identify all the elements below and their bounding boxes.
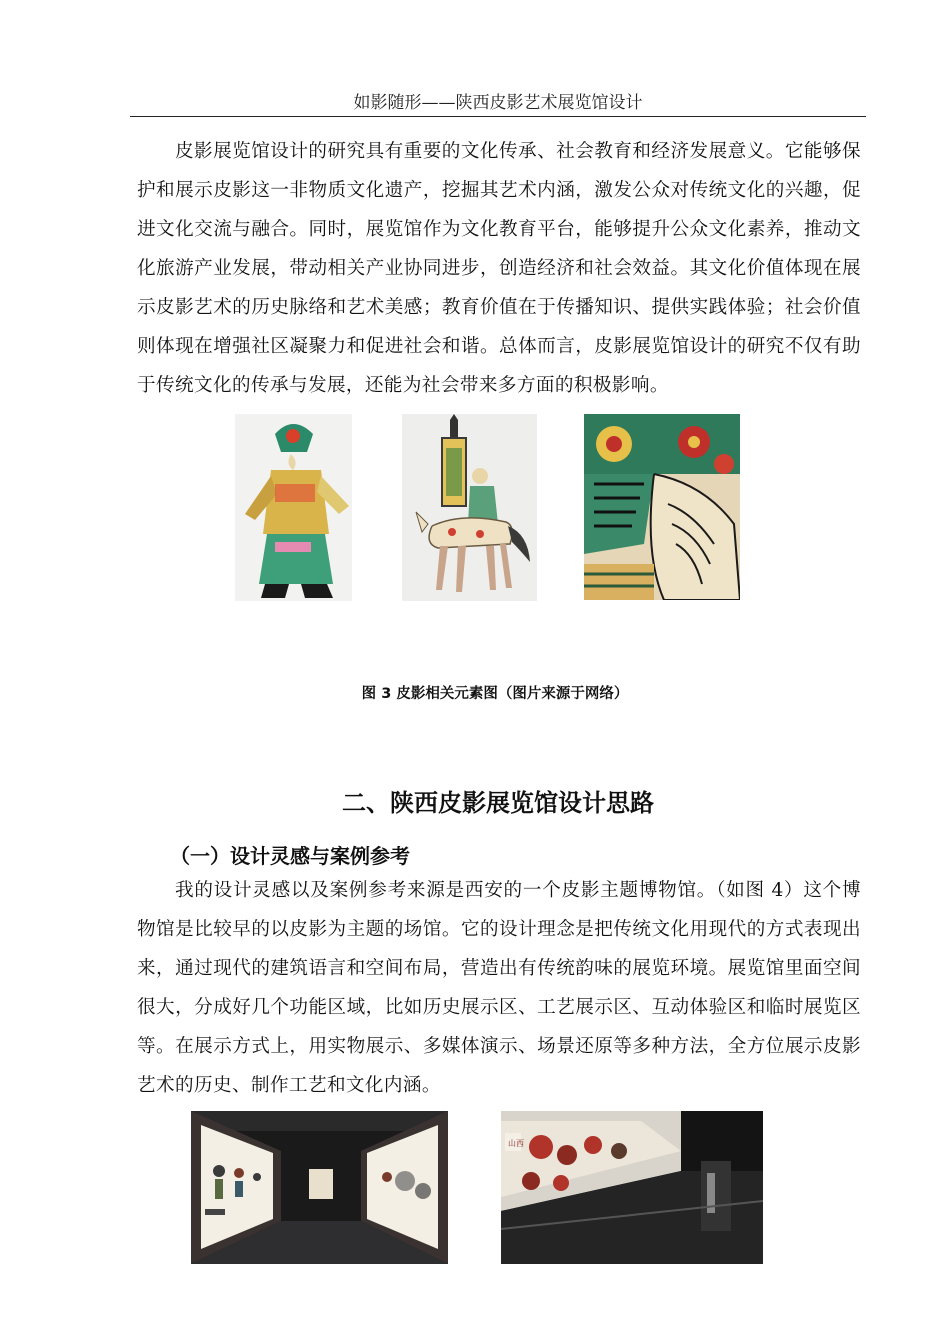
body-paragraph-2: 我的设计灵感以及案例参考来源是西安的一个皮影主题博物馆。（如图 4）这个博物馆是比较早的以皮影为主题的场馆。它的设计理念是把传统文化用现代的方式表现出来，通过现代的建筑语言和空间布局，营造出有传统韵味的展览环境。展览馆里面空间很大，分成好几个功能区域，比如历史展示区、工艺展示区、互动体验区和临时展览区等。在展示方式上，用实物展示、多媒体演示、场景还原等多种方法，全方位展示皮影艺术的历史、制作工艺和文化内涵。 [137, 880, 861, 1096]
shadow-puppet-detail-closeup-image [584, 414, 740, 600]
running-header: 如影随形——陕西皮影艺术展览馆设计 [130, 92, 866, 117]
subsection-title: （一）设计灵感与案例参考 [170, 844, 410, 868]
museum-gallery-interior-image [191, 1111, 448, 1264]
figure-3-caption: 图 3 皮影相关元素图（图片来源于网络） [361, 686, 629, 702]
shadow-puppet-figure-image [235, 414, 352, 601]
exhibit-wall-label: 山西 [508, 1139, 524, 1148]
body-paragraph-1: 皮影展览馆设计的研究具有重要的文化传承、社会教育和经济发展意义。它能够保护和展示皮影这一非物质文化遗产，挖掘其艺术内涵，激发公众对传统文化的兴趣，促进文化交流与融合。同时，展览馆作为文化教育平台，能够提升公众文化素养，推动文化旅游产业发展，带动相关产业协同进步，创造经济和社会效益。其文化价值体现在展示皮影艺术的历史脉络和艺术美感；教育价值在于传播知识、提供实践体验；社会价值则体现在增强社区凝聚力和促进社会和谐。总体而言，皮影展览馆设计的研究不仅有助于传统文化的传承与发展，还能为社会带来多方面的积极影响。 [137, 141, 861, 396]
section-title: 二、陕西皮影展览馆设计思路 [342, 789, 654, 817]
museum-corridor-exhibit-image [501, 1111, 763, 1264]
shadow-puppet-horse-rider-image [402, 414, 537, 601]
